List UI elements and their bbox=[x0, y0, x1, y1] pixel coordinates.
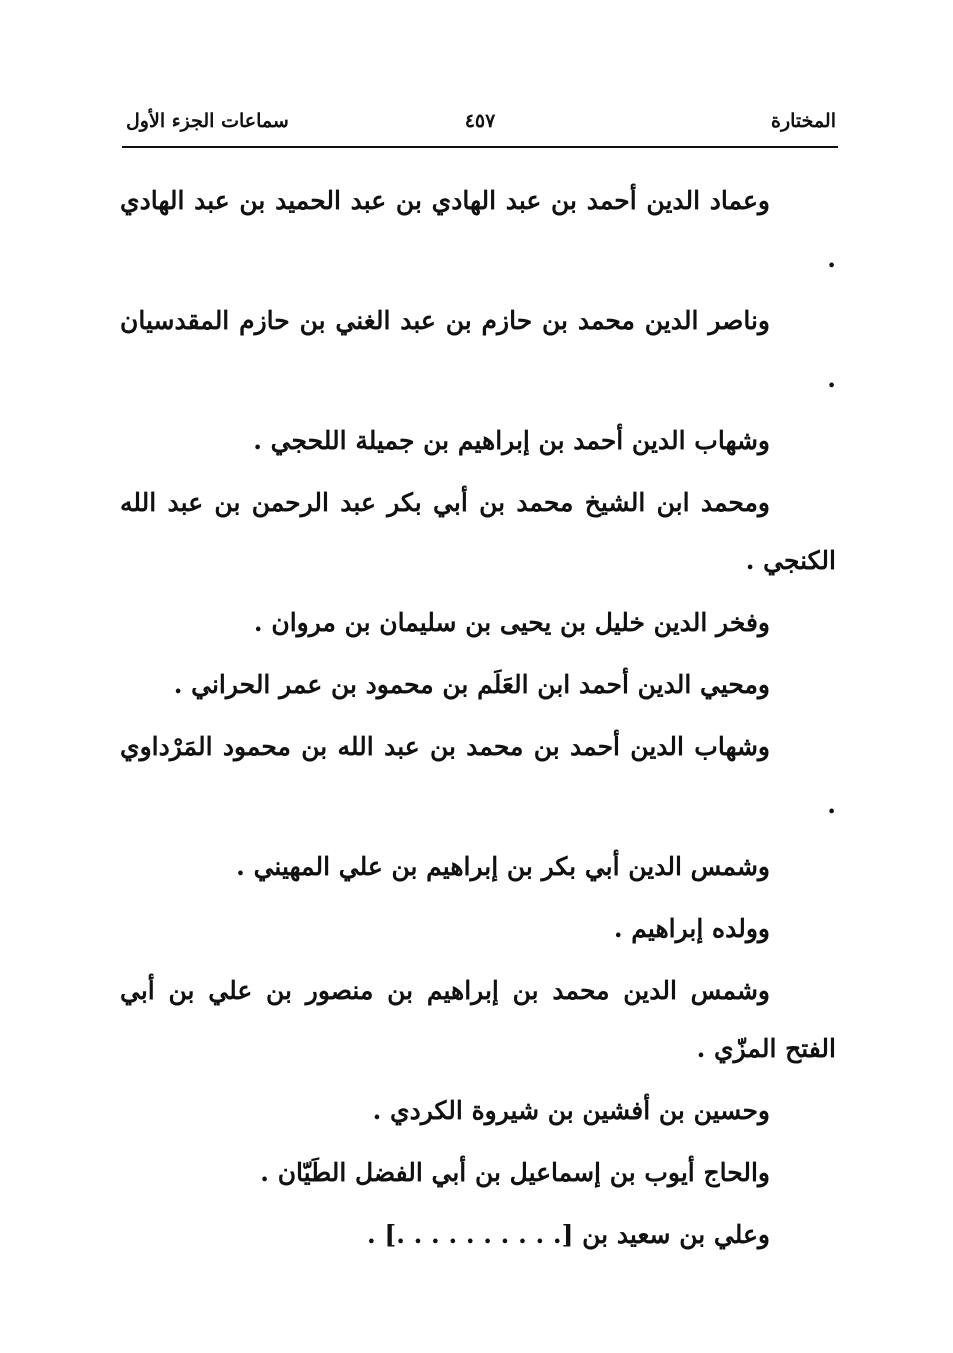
list-item: وشمس الدين محمد بن إبراهيم بن منصور بن علي بن أبي الفتح المزّي . bbox=[120, 976, 836, 1063]
running-header bbox=[122, 104, 838, 148]
list-item: وولده إبراهيم . bbox=[613, 914, 770, 943]
book-title: المختارة bbox=[771, 110, 836, 132]
list-item: وناصر الدين محمد بن حازم بن عبد الغني بن حازم المقدسيان . bbox=[120, 306, 836, 393]
list-item: وشهاب الدين أحمد بن محمد بن عبد الله بن محمود المَرْداوي . bbox=[120, 732, 836, 819]
list-item: ومحيي الدين أحمد ابن العَلَم بن محمود بن عمر الحراني . bbox=[173, 670, 770, 699]
list-item: وفخر الدين خليل بن يحيى بن سليمان بن مروان . bbox=[253, 608, 770, 637]
section-title: سماعات الجزء الأول bbox=[126, 110, 289, 132]
list-item: وشمس الدين أبي بكر بن إبراهيم بن علي المهيني . bbox=[236, 852, 770, 881]
list-item: ومحمد ابن الشيخ محمد بن أبي بكر عبد الرحمن بن عبد الله الكنجي . bbox=[120, 488, 836, 575]
list-item: والحاج أيوب بن إسماعيل بن أبي الفضل الطَيّان . bbox=[260, 1158, 770, 1187]
list-item: وعلي بن سعيد بن [. . . . . . . . . .] . bbox=[366, 1220, 770, 1249]
page-number: ٤٥٧ bbox=[464, 110, 496, 132]
attendance-list bbox=[120, 172, 836, 1268]
list-item: وعماد الدين أحمد بن عبد الهادي بن عبد الحميد بن عبد الهادي . bbox=[120, 186, 836, 273]
list-item: وحسين بن أفشين بن شيروة الكردي . bbox=[372, 1096, 770, 1125]
list-item: وشهاب الدين أحمد بن إبراهيم بن جميلة اللحجي . bbox=[253, 426, 770, 455]
